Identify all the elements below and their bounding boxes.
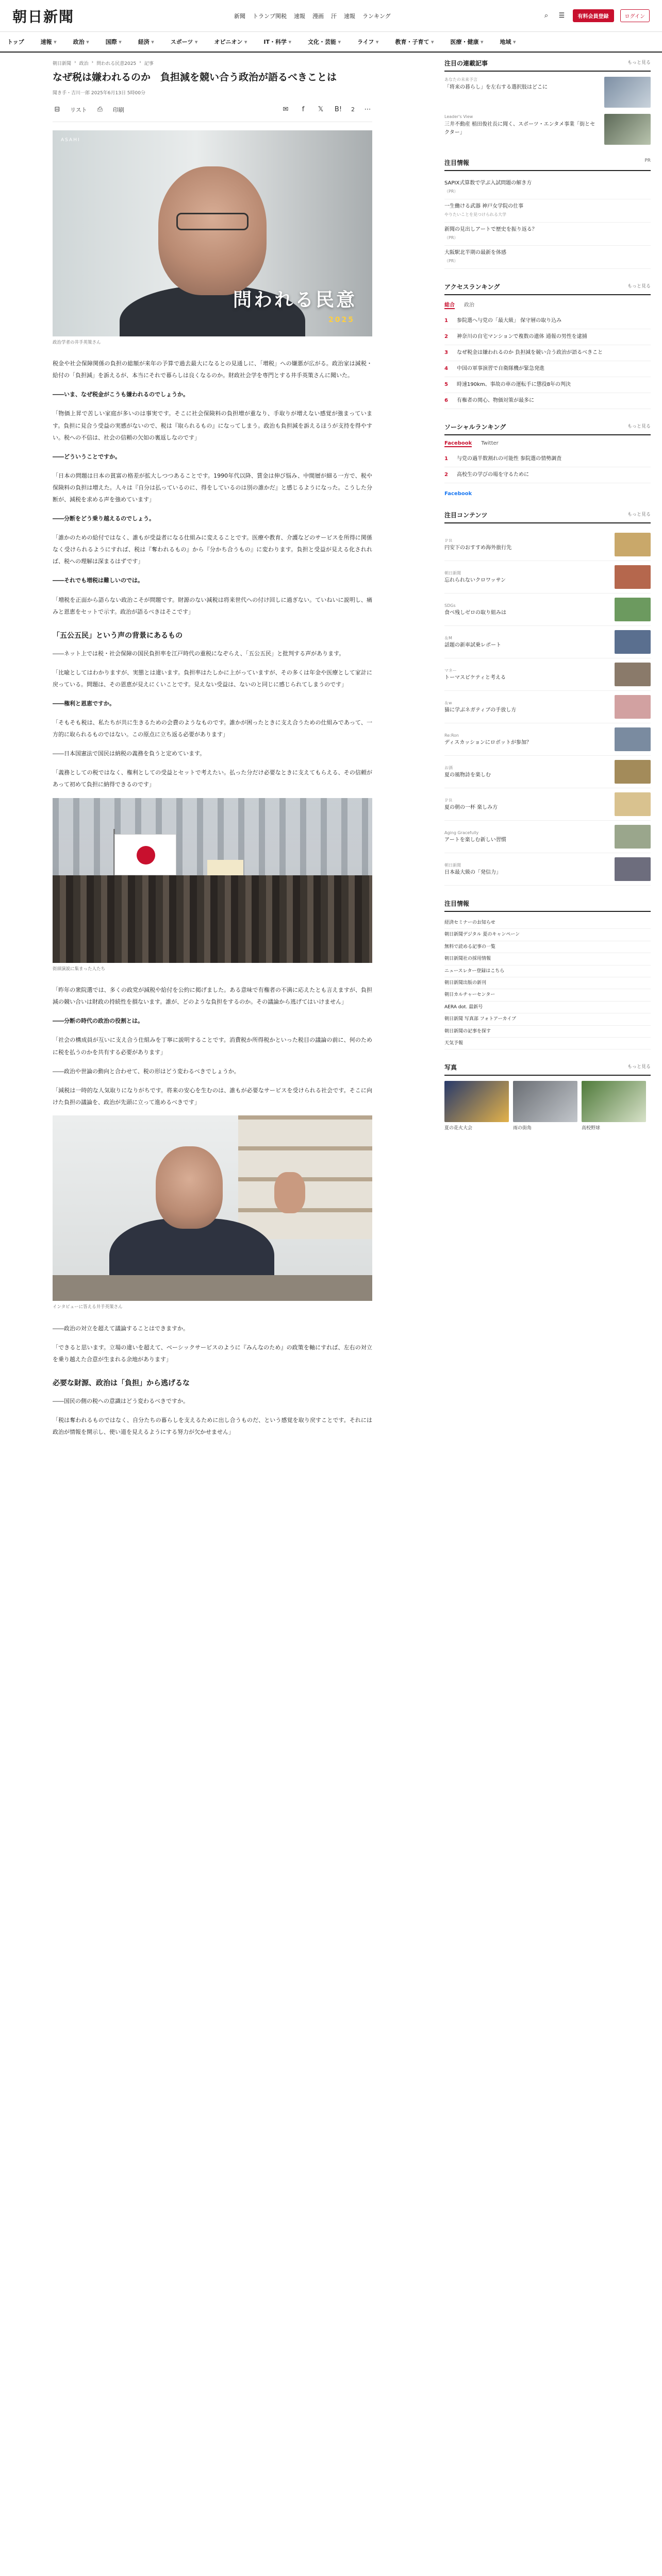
topic-thumbnail	[615, 857, 651, 881]
gallery-caption: 高校野球	[582, 1126, 601, 1131]
article-paragraph: ――日本国憲法で国民は納税の義務を負うと定めています。	[53, 750, 206, 757]
secnav-item[interactable]: オピニオン ▾	[214, 38, 247, 46]
tab-facebook[interactable]: Facebook	[444, 440, 472, 446]
secnav-item[interactable]: 速報 ▾	[41, 38, 57, 46]
ranking-item[interactable]: 1 与党の過半数割れの可能性 参院選の情勢調査	[444, 451, 651, 467]
topic-thumbnail	[615, 760, 651, 784]
lead-photo[interactable]	[53, 130, 372, 336]
share-count: 2	[351, 106, 355, 113]
secnav-item[interactable]: トップ	[7, 39, 24, 45]
access-ranking: アクセスランキング もっと見る 総合 政治 1 参院選へ与党の「最大級」 保守層の取り込み 2 神奈川の自宅マンションで複数の遺体 通報の男性を逮捕 3 なぜ税金は嫌われるのか 負担減を競い合う政治が語るべきこと 4 中国の軍事演習で自衛隊機が緊急発進 5 時速190km、事故の車の運転手に懲役8年の判決 6 有権者の関心、物価対策が最多に	[444, 282, 651, 409]
crowd-photo[interactable]	[53, 798, 372, 963]
gallery-photo[interactable]	[582, 1081, 646, 1122]
article-paragraph: 「増税を正面から語らない政治こそが問題です。財源のない減税は将来世代への付け回しに過ぎない。ていねいに説明し、痛みと恩恵をセットで示す。政治が語るべきはそこです」	[53, 596, 372, 615]
topic-thumbnail	[615, 792, 651, 816]
section-heading: 「五公五民」という声の背景にあるもの	[53, 631, 183, 640]
info-banners: 注目情報 経済セミナーのお知らせ 朝日新聞デジタル 夏のキャンペーン 無料で読める記事の一覧 朝日新聞社の採用情報 ニュースレター登録はこちら 朝日新聞出版の新刊 朝日カルチャーセンター AERA dot. 最新号 朝日新聞 写真部 フォトアーカイブ 朝日新聞の記事を探す 天気予報	[444, 899, 651, 1049]
more-link[interactable]: もっと見る	[627, 60, 651, 65]
feature-item[interactable]: Leader's View 三井不動産 植田俊社長に聞く、スポーツ・エンタメ事業「街とセクター」	[444, 114, 651, 145]
ranking-item[interactable]: 2 高校生の学びの場を守るために	[444, 467, 651, 483]
secnav-item[interactable]: 医療・健康 ▾	[451, 38, 484, 46]
topic-item[interactable]: お酒 夏の風物詩を楽しむ	[444, 756, 651, 788]
banner-link[interactable]: 朝日新聞の記事を探す	[444, 1026, 651, 1038]
topic-thumbnail	[615, 663, 651, 686]
article-paragraph: 税金や社会保障関係の負担の総額が来年の予算で過去最大になるとの見通しに、「増税」への嫌悪が広がる。政治家は減税・給付の「負担減」を訴えるが、本当にそれで暮らしは良くなるのか。財政社会学を専門とする井手英策さんに聞いた。	[53, 360, 372, 379]
x-icon[interactable]: 𝕏	[318, 106, 324, 114]
ranking-item[interactable]: 6 有権者の関心、物価対策が最多に	[444, 393, 651, 409]
article-paragraph: 「できると思います。立場の違いを超えて、ベーシックサービスのように『みんなのため』の政策を軸にすれば、左右の対立を乗り越えた合意が生まれる余地があります」	[53, 1344, 372, 1363]
tab-twitter[interactable]: Twitter	[481, 440, 499, 446]
top-nav	[234, 12, 391, 20]
topic-thumbnail	[615, 565, 651, 589]
topic-thumbnail	[615, 727, 651, 751]
page-body	[0, 53, 662, 1445]
banner-link[interactable]: 朝日新聞デジタル 夏のキャンペーン	[444, 929, 651, 941]
banner-link[interactable]: ニュースレター登録はこちら	[444, 965, 651, 977]
banner-link[interactable]: AERA dot. 最新号	[444, 1002, 651, 1013]
photo-caption: 政治学者の井手英策さん	[53, 340, 101, 345]
tab-politics[interactable]: 政治	[464, 302, 474, 308]
pr-item[interactable]: SAPIX式算数で学ぶ入試問題の解き方 （PR）	[444, 176, 651, 199]
flag	[114, 834, 176, 875]
login-button[interactable]: ログイン	[620, 9, 650, 22]
secnav-item[interactable]: 国際 ▾	[106, 38, 122, 46]
header-actions	[542, 9, 650, 22]
photo-brand: ASAHI	[61, 137, 80, 143]
article-paragraph: 「誰かのための給付ではなく、誰もが受益者になる仕組みに変えることです。医療や教育、介護などのサービスを所得に関係なく受けられるようにすれば、税は『奪われるもの』から『分かち合うもの』に変わります。負担と受益が見える化されれば、税への理解は深まるはずです」	[53, 534, 372, 565]
article-paragraph: 「そもそも税は、私たちが共に生きるための会費のようなものです。誰かが困ったときに支え合うための仕組みであって、一方的に取られるものではない。この原点に立ち返る必要があります」	[53, 719, 372, 738]
topnav-item[interactable]: 新聞	[234, 12, 246, 20]
more-link[interactable]: もっと見る	[627, 1064, 651, 1070]
series-year: 2025	[328, 315, 355, 324]
article-title: なぜ税は嫌われるのか 負担減を競い合う政治が語るべきことは	[53, 72, 337, 83]
topic-item[interactable]: SDGs 食べ残しゼロの取り組みは	[444, 594, 651, 626]
article-paragraph: 「義務としての税ではなく、権利としての受益とセットで考えたい。払った分だけ必要なときに支えてもらえる、その信頼があって初めて負担に納得できるのです」	[53, 769, 372, 788]
pr-item[interactable]: 大阪駅北半期の最新を体感 （PR）	[444, 246, 651, 269]
more-icon[interactable]: ⋯	[364, 106, 371, 114]
ranking-tabs	[444, 300, 651, 309]
breadcrumb-item[interactable]: 問われる民意2025	[96, 61, 137, 66]
article-paragraph: ――ネット上では税・社会保障の国民負担率を江戸時代の重税になぞらえ、「五公五民」と批判する声があります。	[53, 650, 345, 657]
gallery-photo[interactable]	[444, 1081, 509, 1122]
print-icon[interactable]: ⎙	[97, 106, 103, 114]
breadcrumb-item[interactable]: 政治	[79, 61, 89, 66]
article-paragraph: 「減税は一時的な人気取りになりがちです。将来の安心を生むのは、誰もが必要なサービスを受けられる社会です。そこに向けた負担の議論を、政治が先頭に立って進めるべきです」	[53, 1087, 372, 1106]
topic-thumbnail	[615, 695, 651, 719]
pr-item[interactable]: 新聞の見出しアートで歴史を振り返る？ （PR）	[444, 223, 651, 246]
more-link[interactable]: もっと見る	[627, 284, 651, 289]
gallery-photo[interactable]	[513, 1081, 577, 1122]
secnav-item[interactable]: 政治 ▾	[73, 38, 89, 46]
topic-thumbnail	[615, 598, 651, 621]
more-link[interactable]: もっと見る	[627, 512, 651, 517]
topnav-item[interactable]: 速報	[294, 12, 306, 20]
article-paragraph: 「昨年の衆院選では、多くの政党が減税や給付を公約に掲げました。ある意味で有権者の不満に応えたとも言えますが、負担減の競い合いは財政の持続性を損ないます。誰が、どのような負担をするのか。その議論から逃げてはいけません」	[53, 987, 372, 1006]
mail-icon[interactable]: ✉	[283, 106, 289, 114]
feature-thumbnail	[604, 77, 651, 108]
pr-box: 注目情報 PR SAPIX式算数で学ぶ入試問題の解き方 （PR） 一生働ける武器 神戸女学院の仕事 やりたいことを見つけられる大学 新聞の見出しアートで歴史を振り返る？ （PR） 大阪駅北半期の最新を体感 （PR）	[444, 158, 651, 269]
sidebar	[444, 53, 651, 1445]
more-link[interactable]: もっと見る	[627, 424, 651, 429]
article-toolbar	[53, 105, 372, 122]
topic-item[interactable]: ＰＲ 夏の朝の一杯 楽しみ方	[444, 788, 651, 821]
ranking-item[interactable]: 5 時速190km、事故の車の運転手に懲役8年の判決	[444, 377, 651, 393]
feature-thumbnail	[604, 114, 651, 145]
interview-photo[interactable]	[53, 1115, 372, 1301]
article-byline: 聞き手・吉川一郎 2025年6月13日 5時00分	[53, 90, 145, 96]
interview-question: ――分断の時代の政治の役割とは。	[53, 1018, 143, 1025]
site-logo[interactable]: 朝日新聞	[12, 8, 75, 25]
topic-item[interactable]: ＰＲ 円安下のおすすめ海外旅行先	[444, 529, 651, 561]
search-icon[interactable]: ⌕	[544, 12, 549, 20]
article-paragraph: 「日本の問題は日本の貧富の格差が拡大しつつあることです。1990年代以降、賃金は伸び悩み、中間層が細る一方で、税や保険料の負担は増えた。人々は『自分は払っているのに、得をしているのは別の誰かだ』と感じるようになった。こうした分断が、減税を求める声を強めています」	[53, 472, 372, 503]
topic-item[interactable]: ＆w 猫に学ぶネガティブの手放し方	[444, 691, 651, 723]
feature-item[interactable]: あなたの未来予言 「将来の暮らし」を左右する選択肢はどこに	[444, 77, 651, 108]
interview-question: ――それでも増税は難しいのでは。	[53, 577, 143, 584]
hatena-icon[interactable]: B!	[334, 106, 342, 114]
tab-overall[interactable]: 総合	[444, 300, 455, 309]
interview-question: ――どういうことですか。	[53, 453, 121, 460]
article-paragraph: ――国民の側の税への意識はどう変わるべきですか。	[53, 1397, 189, 1404]
social-ranking: ソーシャルランキング もっと見る Facebook Twitter 1 与党の過半数割れの可能性 参院選の情勢調査 2 高校生の学びの場を守るために Facebook	[444, 423, 651, 497]
secnav-item[interactable]: 文化・芸能 ▾	[308, 38, 341, 46]
photo-gallery: 写真 もっと見る 夏の花火大会 雨の街角 高校野球	[444, 1064, 651, 1131]
article-paragraph: ――政治の対立を超えて議論することはできますか。	[53, 1325, 189, 1332]
main-column	[11, 53, 413, 1445]
register-button[interactable]: 有料会員登録	[573, 9, 614, 22]
series-title: 問われる民意	[233, 289, 357, 311]
banner-link[interactable]: 朝日新聞出版の新刊	[444, 977, 651, 989]
facebook-icon[interactable]: f	[302, 106, 305, 114]
bookmark-icon[interactable]: ⊟	[54, 106, 60, 114]
ranking-item[interactable]: 2 神奈川の自宅マンションで複数の遺体 通報の男性を逮捕	[444, 329, 651, 345]
article-body	[53, 358, 372, 1438]
featured-series: 注目の連載記事 もっと見る あなたの未来予言 「将来の暮らし」を左右する選択肢はどこに Leader's View 三井不動産 植田俊社長に聞く、スポーツ・エンタメ事業「街とセクター」	[444, 59, 651, 145]
gallery-caption: 夏の花火大会	[444, 1126, 473, 1131]
interview-question: ――権利と恩恵ですか。	[53, 700, 115, 707]
breadcrumb: 朝日新聞 › 政治 › 問われる民意2025 › 記事	[53, 60, 154, 66]
banner-link[interactable]: 経済セミナーのお知らせ	[444, 917, 651, 929]
topic-item[interactable]: 朝日新聞 忘れられないクロワッサン	[444, 561, 651, 594]
article-paragraph: 「税は奪われるものではなく、自分たちの暮らしを支えるために出し合うものだ、という感覚を取り戻すことです。それには政治が情報を開示し、使い道を見えるようにする努力が欠かせません」	[53, 1416, 372, 1435]
banner-link[interactable]: 無料で読める記事の一覧	[444, 941, 651, 953]
topnav-item[interactable]: 漫画	[312, 12, 324, 20]
section-heading: 必要な財源、政治は「負担」から逃げるな	[53, 1379, 190, 1387]
breadcrumb-item[interactable]: 朝日新聞	[53, 61, 72, 66]
secnav-item[interactable]: スポーツ ▾	[171, 38, 198, 46]
topnav-item[interactable]: 汗	[331, 12, 337, 20]
photo-caption: インタビューに答える井手英策さん	[53, 1304, 123, 1310]
pr-item[interactable]: 一生働ける武器 神戸女学院の仕事 やりたいことを見つけられる大学	[444, 199, 651, 223]
menu-icon[interactable]: ☰	[558, 12, 565, 20]
gallery-caption: 雨の街角	[513, 1126, 532, 1131]
topic-item[interactable]: Aging Gracefully アートを楽しむ新しい習慣	[444, 821, 651, 853]
banner-link[interactable]: 朝日新聞 写真部 フォトアーカイブ	[444, 1013, 651, 1025]
topic-contents: 注目コンテンツ もっと見る ＰＲ 円安下のおすすめ海外旅行先 朝日新聞 忘れられないクロワッサン SDGs 食べ残しゼロの取り組みは ＆M 話題の新車試乗レポート マネー トーマスピケティと考える ＆w 猫に学ぶネガティブの手放し方 Re:Ron ディスカッションにロボットが参加？ お酒 夏の風物詩を楽しむ ＰＲ 夏の朝の一杯 楽しみ方 Aging Gracefully アートを楽しむ新しい習慣 朝日新聞 日本最大級の「発信力」	[444, 511, 651, 886]
banner-link[interactable]: 天気予報	[444, 1038, 651, 1049]
ranking-item[interactable]: 1 参院選へ与党の「最大級」 保守層の取り込み	[444, 313, 651, 329]
top-header	[0, 0, 662, 32]
topic-thumbnail	[615, 533, 651, 556]
breadcrumb-item: 記事	[144, 61, 154, 66]
section-nav	[0, 32, 662, 53]
facebook-follow[interactable]: Facebook	[444, 491, 472, 497]
ranking-item[interactable]: 4 中国の軍事演習で自衛隊機が緊急発進	[444, 361, 651, 377]
banner-link[interactable]: 朝日カルチャーセンター	[444, 989, 651, 1001]
article-paragraph: 「物価上昇で苦しい家庭が多いのは事実です。そこに社会保険料の負担増が重なり、手取りが増えない感覚が強まっています。負担に見合う受益の実感がないので、税は『取られるもの』になってしまう。政治も負担減を訴えるほうが支持を得やすい。税への不信は、社会の信頼の欠如の裏返しなのです」	[53, 410, 372, 441]
article-paragraph: 「比喩としてはわかりますが、実態とは違います。負担率はたしかに上がっていますが、その多くは年金や医療として家計に戻っている。問題は、その恩恵が見えにくいことです。見えない受益は、ないのと同じに感じられてしまうのです」	[53, 669, 372, 688]
secnav-item[interactable]: ライフ ▾	[357, 38, 378, 46]
topnav-item[interactable]: トランプ関税	[253, 12, 287, 20]
topic-thumbnail	[615, 825, 651, 849]
topic-item[interactable]: Re:Ron ディスカッションにロボットが参加？	[444, 723, 651, 756]
article	[53, 71, 372, 1438]
secnav-item[interactable]: 地域 ▾	[500, 38, 516, 46]
interview-question: ――分断をどう乗り越えるのでしょう。	[53, 515, 155, 522]
photo-caption: 街頭演説に集まった人たち	[53, 966, 106, 972]
ranking-item[interactable]: 3 なぜ税金は嫌われるのか 負担減を競い合う政治が語るべきこと	[444, 345, 651, 361]
topic-item[interactable]: 朝日新聞 日本最大級の「発信力」	[444, 853, 651, 886]
secnav-item[interactable]: 教育・子育て ▾	[395, 38, 434, 46]
topic-item[interactable]: マネー トーマスピケティと考える	[444, 658, 651, 691]
interview-question: ――いま、なぜ税金がこうも嫌われるのでしょうか。	[53, 391, 189, 398]
social-tabs	[444, 440, 651, 447]
list-label[interactable]: リスト	[70, 106, 87, 113]
article-paragraph: 「社会の構成員が互いに支え合う仕組みを丁寧に説明することです。消費税か所得税かといった税目の議論の前に、何のために税を払うのかを共有する必要があります」	[53, 1037, 372, 1056]
topic-item[interactable]: ＆M 話題の新車試乗レポート	[444, 626, 651, 658]
secnav-item[interactable]: IT・科学 ▾	[263, 38, 291, 46]
banner-link[interactable]: 朝日新聞社の採用情報	[444, 953, 651, 965]
print-label[interactable]: 印刷	[112, 106, 124, 113]
topnav-item[interactable]: 速報	[344, 12, 356, 20]
topic-thumbnail	[615, 630, 651, 654]
article-paragraph: ――政治や世論の動向と合わせて、税の形はどう変わるべきでしょうか。	[53, 1067, 240, 1075]
secnav-item[interactable]: 経済 ▾	[138, 38, 154, 46]
topnav-item[interactable]: ランキング	[362, 12, 391, 20]
